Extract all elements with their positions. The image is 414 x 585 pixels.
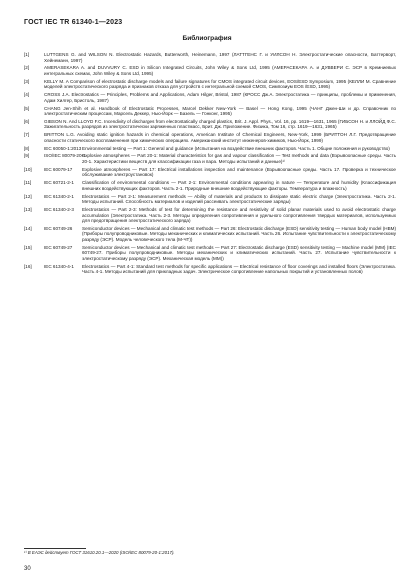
reference-number: [7] bbox=[24, 132, 30, 138]
reference-text: GIBSON N. And LLOYD F.C. Incendivity of discharges from electrostatically charged plastics, Brit. J. Appl. Phys., Vol. 16, pp. 1619—1631, 1965 (ГИБСОН Н. и ЛЛОЙД Ф.С. Зажигательность разрядов из электростатически заряженных пластмасс, Брит. Дж. Приложение. Физика, Том 16, стр. 1619—1631, 1965) bbox=[44, 118, 396, 130]
reference-text: Environmental testing — Part 1: General and guidance (Испытания на воздействие внешних факторов. Часть 1. Общие положения и руководство) bbox=[82, 145, 390, 151]
reference-list bbox=[24, 52, 396, 277]
reference-item bbox=[24, 180, 396, 191]
reference-item bbox=[24, 65, 396, 76]
reference-text: Classification of environmental conditions — Part 2-1: Environmental conditions appearing in nature — Temperature and humidity (Классификация внешних воздействующих факторов. Часть 2-1. Природные внешние воздействующие факторы. Температура и влажность) bbox=[82, 180, 396, 191]
page-number: 30 bbox=[24, 566, 31, 572]
reference-item bbox=[24, 132, 396, 143]
reference-number: [4] bbox=[24, 92, 30, 98]
bibliography-title: Библиография bbox=[182, 35, 232, 42]
reference-text: Electrostatics — Part 2-3: Methods of test for determining the resistance and resistivity of solid planar materials used to avoid electrostatic charge accumulation (Электростатика. Часть 2-3. Методы определения сопротивления и удельного сопротивления твердых материалов, используемых для предотвращения электростатического заряда) bbox=[82, 206, 396, 224]
reference-item bbox=[24, 245, 396, 262]
reference-number: [16] bbox=[24, 263, 32, 269]
reference-item bbox=[24, 153, 396, 164]
reference-code: ISO/IEC 80079-20-1 bbox=[44, 153, 86, 159]
footnote: ¹⁾ В ЕАЭС действует ГОСТ 31610.20.1—2020 (ISO/IEC 80079-20-1:2017). bbox=[24, 550, 175, 555]
reference-item bbox=[24, 146, 396, 152]
reference-code: IEC 60050-1:2013 bbox=[44, 145, 82, 151]
reference-text: CHANG Jen-Shih et al. Handbook of Electrostatic Processes, Marcel Dekker New-York — Basel — Hong Kong, 1995 (ЧАНГ Джен-Ши и др. Справочник по электростатическим процессам, Марсель Деккер, Нью-Йорк — Базель — Гонконг, 1995) bbox=[44, 105, 396, 117]
reference-text: LUTTGENS G. and WILSON N. Electrostatic Hazards, Butterworth, Heinemann, 1997 (ЛАТТГЕНС Г. и УИЛСОН Н. Электростатические опасности, Баттерворт, Хейнеманн, 1997) bbox=[44, 52, 396, 63]
reference-text: CROSS J.A. Electrostatics — Principles, Problems and Applications, Adam Hilger, Bristol, 1987 (КРОСС Дж.А. Электростатика — принципы, проблемы и применения, Адам Хилгер, Бристоль, 1987) bbox=[44, 92, 396, 103]
reference-code: IEC 61340-2-3 bbox=[44, 206, 74, 212]
reference-code: IEC 60749-27 bbox=[44, 244, 73, 250]
reference-number: [13] bbox=[24, 206, 32, 212]
reference-number: [6] bbox=[24, 118, 30, 124]
reference-number: [1] bbox=[24, 52, 30, 57]
reference-item bbox=[24, 79, 396, 90]
reference-number: [2] bbox=[24, 65, 30, 71]
standard-header: ГОСТ IEC TR 61340-1—2023 bbox=[24, 19, 123, 26]
footnote-divider bbox=[24, 548, 86, 549]
reference-item bbox=[24, 264, 396, 275]
reference-code: IEC 60749-26 bbox=[44, 225, 73, 231]
reference-number: [12] bbox=[24, 193, 32, 199]
reference-item bbox=[24, 92, 396, 103]
reference-number: [14] bbox=[24, 225, 32, 231]
reference-item bbox=[24, 226, 396, 243]
reference-text: AMERASEKARA A. and DUVVURY C. ESD in Silicon Integrated Circuits, John Wiley & Sons Ltd, 1995 (АМЕРАСЕКАРА А. и ДУВВЕРИ С. ЭСР в Кремниевых интегральных схемах, John Wiley & Sons Ltd, 1995) bbox=[44, 65, 396, 76]
reference-number: [10] bbox=[24, 166, 32, 172]
reference-text: BRITTON L.G. Avoiding static ignition hazards in chemical operations, American Institute of Chemical Engineers, New-York, 1999 (БРИТТОН Л.Г. Предотвращение опасности статического воспламенения при химических операциях. Американский институт инженеров-химиков, Нью-Йорк, 1999) bbox=[44, 132, 396, 143]
reference-code: IEC 60079-17 bbox=[44, 166, 73, 172]
reference-number: [11] bbox=[24, 180, 32, 186]
reference-item bbox=[24, 167, 396, 178]
reference-text: Semiconductor devices — Mechanical and climatic test methods — Part 26: Electrostatic discharge (ESD) sensitivity testing — Human body model (HBM) (Приборы полупроводниковые. Методы механических и климатических испытаний. Часть 26. Испытание чувствительности к электростатическому разряду (ЭСР). Модель человеческого тела (М-ЧТ)) bbox=[82, 225, 396, 243]
reference-number: [9] bbox=[24, 153, 30, 159]
reference-number: [15] bbox=[24, 244, 32, 250]
reference-number: [3] bbox=[24, 78, 30, 84]
reference-text: Explosive atmospheres — Part 20-1: Material characteristics for gas and vapour classification — Test methods and data (Взрывоопасные среды. Часть 20-1. Характеристики веществ для классификации газа и пара. Методы испытаний и данные)¹⁾ bbox=[82, 153, 396, 164]
reference-number: [5] bbox=[24, 105, 30, 111]
reference-item bbox=[24, 52, 396, 63]
reference-item bbox=[24, 119, 396, 130]
reference-code: IEC 61340-2-1 bbox=[44, 193, 74, 199]
reference-item bbox=[24, 207, 396, 224]
reference-text: Electrostatics — Part 4-1: Standard test methods for specific applications — Electrical resistance of floor coverings and installed floors (Электростатика. Часть 4-1. Методы испытаний для прикладных задач. Электрическое сопротивление напольных покрытий и установленных полов) bbox=[82, 263, 396, 275]
reference-code: IEC 60721-2-1 bbox=[44, 180, 74, 186]
reference-text: Electrostatics — Part 2-1: Measurement methods — Ability of materials and products to dissipate static electric charge (Электростатика. Часть 2-1. Методы испытаний. Способность материалов и изделий рассеивать электростатические заряды) bbox=[82, 193, 396, 205]
reference-text: Explosive atmospheres — Part 17: Electrical installations inspection and maintenance (Взрывоопасные среды. Часть 17. Проверка и техническое обслуживание электроустановок) bbox=[82, 166, 396, 178]
reference-text: KELLY M. A Comparison of electrostatic discharge models and failure signatures for CMOS integrated circuit devices, EOS/ESD Symposium, 1995 (КЕЛЛИ М. Сравнение моделей электростатического разряда и признаков отказа для устройств с интегральной схемой CMOS, Симпозиум EOS /ESD, 1995) bbox=[44, 78, 396, 90]
reference-item bbox=[24, 106, 396, 117]
reference-code: IEC 61340-4-1 bbox=[44, 263, 74, 269]
reference-item bbox=[24, 194, 396, 205]
reference-text: Semiconductor devices — Mechanical and climatic test methods — Part 27: Electrostatic discharge (ESD) sensitivity testing — Machine model (MM) (IEC 60749-27. Приборы полупроводниковые. Методы механических и климатических испытаний. Часть 27. Испытание чувствительности к электростатическому разряду (ЭСР). Механическая модель (ММ)) bbox=[82, 244, 396, 262]
reference-number: [8] bbox=[24, 145, 30, 151]
